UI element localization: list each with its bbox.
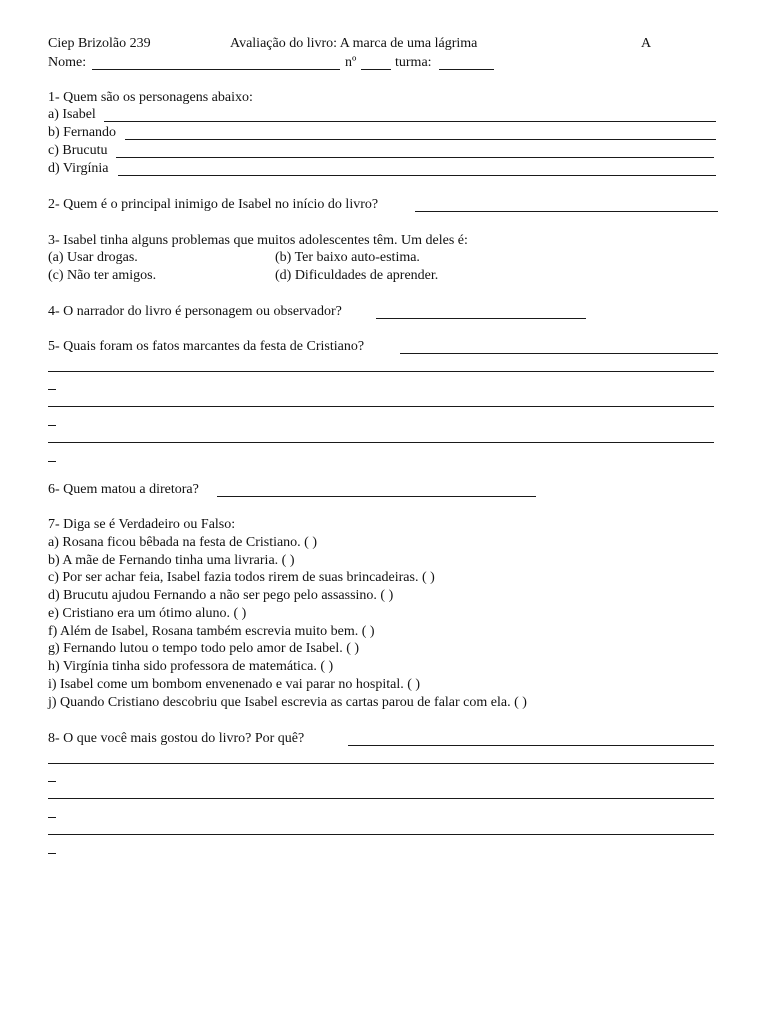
q8-line-continuation: [48, 853, 56, 854]
q3-option-a: (a) Usar drogas.: [48, 250, 138, 265]
q4-answer-line[interactable]: [376, 318, 586, 319]
q7-item-i: i) Isabel come um bombom envenenado e vai parar no hospital. ( ): [48, 677, 421, 692]
q5-line-continuation: [48, 461, 56, 462]
q7-item-h: h) Virgínia tinha sido professora de matemática. ( ): [48, 659, 334, 674]
q7-item-b: b) A mãe de Fernando tinha uma livraria. ( ): [48, 553, 295, 568]
question-6: 6- Quem matou a diretora?: [48, 482, 199, 497]
q1-item-virginia: d) Virgínia: [48, 161, 109, 176]
q5-answer-line-3[interactable]: [48, 406, 714, 407]
q7-item-j: j) Quando Cristiano descobriu que Isabel escrevia as cartas parou de falar com ela. ( ): [48, 695, 527, 710]
name-label: Nome:: [48, 55, 87, 70]
q7-item-f: f) Além de Isabel, Rosana também escrevia muito bem. ( ): [48, 624, 375, 639]
q7-item-d: d) Brucutu ajudou Fernando a não ser pego pelo assassino. ( ): [48, 588, 394, 603]
q8-line-continuation: [48, 781, 56, 782]
q5-line-continuation: [48, 389, 56, 390]
class-line[interactable]: [439, 69, 494, 70]
q8-answer-line-3[interactable]: [48, 798, 714, 799]
q3-option-d: (d) Dificuldades de aprender.: [275, 268, 439, 283]
question-5: 5- Quais foram os fatos marcantes da festa de Cristiano?: [48, 339, 365, 354]
number-line[interactable]: [361, 69, 391, 70]
question-8: 8- O que você mais gostou do livro? Por quê?: [48, 731, 305, 746]
q5-answer-line-2[interactable]: [48, 371, 714, 372]
test-version: A: [641, 36, 652, 51]
q8-answer-line-4[interactable]: [48, 834, 714, 835]
q6-answer-line[interactable]: [217, 496, 536, 497]
name-line[interactable]: [92, 69, 340, 70]
q1-answer-line-virginia[interactable]: [118, 175, 716, 176]
q8-line-continuation: [48, 817, 56, 818]
question-2: 2- Quem é o principal inimigo de Isabel no início do livro?: [48, 197, 379, 212]
q3-option-c: (c) Não ter amigos.: [48, 268, 157, 283]
number-label: nº: [345, 55, 357, 70]
question-1: 1- Quem são os personagens abaixo:: [48, 90, 253, 105]
q1-item-fernando: b) Fernando: [48, 125, 117, 140]
q8-answer-line-2[interactable]: [48, 763, 714, 764]
q5-answer-line-1[interactable]: [400, 353, 718, 354]
school-name: Ciep Brizolão 239: [48, 36, 151, 51]
q5-answer-line-4[interactable]: [48, 442, 714, 443]
q7-item-e: e) Cristiano era um ótimo aluno. ( ): [48, 606, 247, 621]
q1-item-isabel: a) Isabel: [48, 107, 96, 122]
q1-answer-line-fernando[interactable]: [125, 139, 716, 140]
q7-item-a: a) Rosana ficou bêbada na festa de Cristiano. ( ): [48, 535, 318, 550]
class-label: turma:: [395, 55, 432, 70]
q5-line-continuation: [48, 425, 56, 426]
q8-answer-line-1[interactable]: [348, 745, 714, 746]
q2-answer-line[interactable]: [415, 211, 718, 212]
document-title: Avaliação do livro: A marca de uma lágrima: [230, 36, 478, 51]
q1-answer-line-isabel[interactable]: [104, 121, 716, 122]
question-3: 3- Isabel tinha alguns problemas que muitos adolescentes têm. Um deles é:: [48, 233, 468, 248]
question-4: 4- O narrador do livro é personagem ou observador?: [48, 304, 342, 319]
q1-answer-line-brucutu[interactable]: [116, 157, 714, 158]
q7-item-c: c) Por ser achar feia, Isabel fazia todos rirem de suas brincadeiras. ( ): [48, 570, 435, 585]
q7-item-g: g) Fernando lutou o tempo todo pelo amor de Isabel. ( ): [48, 641, 360, 656]
q3-option-b: (b) Ter baixo auto-estima.: [275, 250, 420, 265]
q1-item-brucutu: c) Brucutu: [48, 143, 108, 158]
question-7: 7- Diga se é Verdadeiro ou Falso:: [48, 517, 236, 532]
